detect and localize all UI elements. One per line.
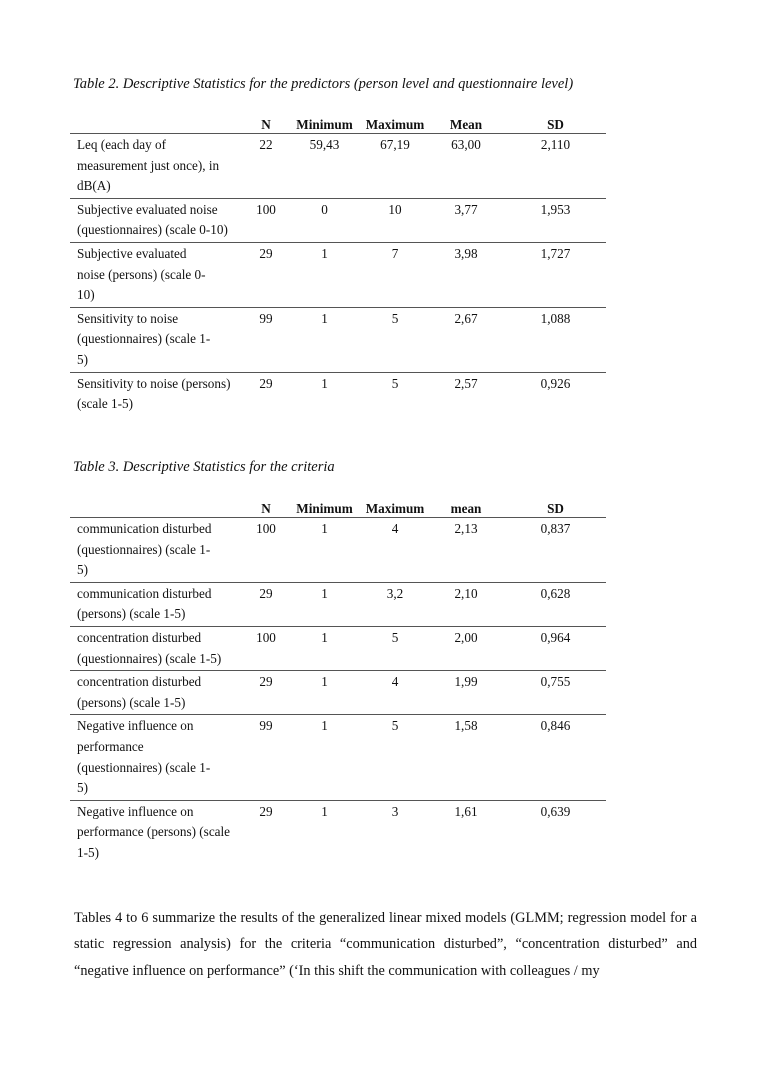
column-header-n: N (246, 116, 286, 134)
cell-mean: 2,67 (427, 307, 505, 372)
column-header-sd: SD (505, 500, 606, 518)
cell-maximum: 10 (363, 198, 427, 242)
column-header-mean: Mean (427, 116, 505, 134)
cell-sd: 1,727 (505, 242, 606, 307)
table-row (70, 134, 606, 199)
cell-mean: 3,77 (427, 198, 505, 242)
column-header-label (70, 500, 246, 518)
cell-mean: 1,58 (427, 715, 505, 800)
cell-maximum: 3 (363, 800, 427, 864)
cell-minimum: 59,43 (309, 137, 340, 152)
column-header-minimum: Minimum (286, 116, 363, 134)
table-3 (70, 500, 606, 865)
table-row (70, 626, 606, 670)
cell-maximum: 3,2 (363, 582, 427, 626)
row-label: communication disturbed (questionnaires) (scale 1-5) (77, 521, 212, 578)
column-header-minimum: Minimum (286, 500, 363, 518)
column-header-label (70, 116, 246, 134)
row-label: concentration disturbed (persons) (scale 1-5) (70, 671, 246, 715)
column-header-n: N (246, 500, 286, 518)
cell-minimum: 0 (286, 198, 363, 242)
cell-n: 99 (246, 715, 286, 800)
table-3-caption: Table 3. Descriptive Statistics for the criteria (73, 459, 335, 475)
cell-sd: 0,755 (505, 671, 606, 715)
table-row (70, 242, 606, 307)
cell-n: 29 (246, 671, 286, 715)
row-label: Sensitivity to noise (persons) (scale 1-5) (70, 372, 246, 416)
column-header-maximum: Maximum (363, 500, 427, 518)
cell-maximum: 5 (363, 626, 427, 670)
cell-minimum: 1 (286, 715, 363, 800)
cell-mean: 3,98 (427, 242, 505, 307)
table-row (70, 307, 606, 372)
row-label: Leq (each day of measurement just once), in dB(A) (77, 137, 220, 194)
row-label: Negative influence on performance (persons) (scale 1-5) (70, 800, 246, 864)
cell-sd: 2,110 (540, 137, 571, 152)
cell-maximum: 67,19 (380, 137, 410, 152)
cell-minimum: 1 (321, 521, 328, 536)
cell-n: 100 (246, 198, 286, 242)
cell-mean: 1,61 (427, 800, 505, 864)
table-3-header-row (70, 500, 606, 518)
cell-maximum: 5 (363, 307, 427, 372)
cell-minimum: 1 (286, 671, 363, 715)
cell-sd: 0,628 (505, 582, 606, 626)
row-label: Subjective evaluated noise (persons) (scale 0-10) (70, 242, 246, 307)
cell-maximum: 5 (363, 372, 427, 416)
cell-mean: 2,10 (427, 582, 505, 626)
cell-minimum: 1 (286, 307, 363, 372)
cell-minimum: 1 (286, 242, 363, 307)
table-2 (70, 116, 606, 416)
cell-sd: 0,837 (540, 521, 571, 536)
table-row (70, 372, 606, 416)
body-paragraph: Tables 4 to 6 summarize the results of the generalized linear mixed models (GLMM; regression model for a static regression analysis) for the criteria “communication disturbed”, “concentration disturbed” and “negative influence on performance” (‘In this shift the communication with colleagues / my (74, 910, 697, 979)
cell-maximum: 4 (391, 521, 399, 536)
cell-sd: 1,953 (505, 198, 606, 242)
cell-mean: 63,00 (451, 137, 481, 152)
table-row (70, 715, 606, 800)
cell-n: 99 (246, 307, 286, 372)
table-row (70, 671, 606, 715)
cell-maximum: 4 (363, 671, 427, 715)
cell-minimum: 1 (286, 372, 363, 416)
cell-sd: 0,964 (505, 626, 606, 670)
cell-sd: 0,639 (505, 800, 606, 864)
cell-n: 29 (246, 242, 286, 307)
table-row (70, 198, 606, 242)
cell-minimum: 1 (286, 582, 363, 626)
column-header-mean: mean (427, 500, 505, 518)
cell-mean: 2,57 (427, 372, 505, 416)
table-row (70, 582, 606, 626)
table-2-header-row (70, 116, 606, 134)
column-header-sd: SD (505, 116, 606, 134)
cell-sd: 0,926 (505, 372, 606, 416)
cell-minimum: 1 (286, 800, 363, 864)
cell-n: 22 (259, 137, 273, 152)
row-label: concentration disturbed (questionnaires) (scale 1-5) (70, 626, 246, 670)
column-header-maximum: Maximum (363, 116, 427, 134)
row-label: communication disturbed (persons) (scale 1-5) (70, 582, 246, 626)
table-row (70, 800, 606, 864)
cell-n: 29 (246, 372, 286, 416)
cell-maximum: 7 (363, 242, 427, 307)
cell-n: 29 (246, 800, 286, 864)
table-row (70, 518, 606, 583)
cell-n: 29 (246, 582, 286, 626)
cell-mean: 1,99 (427, 671, 505, 715)
cell-mean: 2,00 (427, 626, 505, 670)
cell-minimum: 1 (286, 626, 363, 670)
cell-mean: 2,13 (454, 521, 478, 536)
row-label: Subjective evaluated noise (questionnaires) (scale 0-10) (70, 198, 246, 242)
cell-sd: 1,088 (505, 307, 606, 372)
row-label: Negative influence on performance (questionnaires) (scale 1-5) (70, 715, 246, 800)
cell-maximum: 5 (363, 715, 427, 800)
table-2-caption: Table 2. Descriptive Statistics for the predictors (person level and questionnaire level) (73, 76, 574, 92)
cell-n: 100 (256, 521, 276, 536)
cell-sd: 0,846 (505, 715, 606, 800)
row-label: Sensitivity to noise (questionnaires) (scale 1-5) (70, 307, 246, 372)
cell-n: 100 (246, 626, 286, 670)
